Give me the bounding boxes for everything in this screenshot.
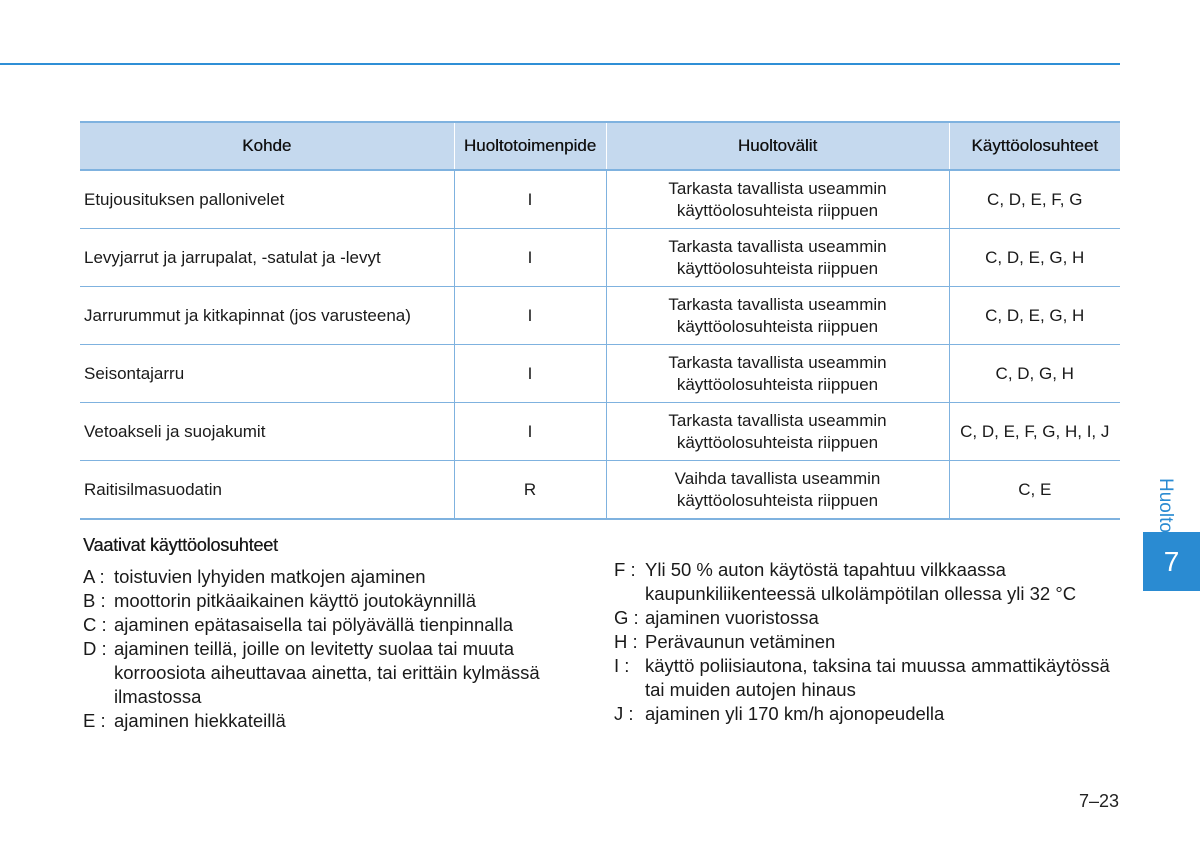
cell-action: I [454, 287, 606, 345]
condition-text: ajaminen yli 170 km/h ajonopeudella [645, 703, 945, 724]
chapter-label: Huolto [1155, 477, 1176, 533]
condition-letter: E : [83, 710, 106, 731]
cell-action: I [454, 229, 606, 287]
interval-line: käyttöolosuhteista riippuen [676, 374, 879, 394]
condition-item [83, 637, 603, 709]
interval-line: käyttöolosuhteista riippuen [676, 258, 879, 278]
cell-item: Levyjarrut ja jarrupalat, -satulat ja -levyt [80, 229, 454, 287]
table-header-row [80, 122, 1120, 170]
condition-letter: G : [614, 607, 639, 628]
table-row [80, 170, 1120, 229]
cell-action: I [454, 345, 606, 403]
chapter-tab: 7 [1143, 532, 1200, 591]
cell-action: I [454, 170, 606, 229]
interval-line: Vaihda tavallista useammin [674, 468, 881, 488]
cell-item: Vetoakseli ja suojakumit [80, 403, 454, 461]
interval-line: käyttöolosuhteista riippuen [676, 490, 879, 510]
condition-text: moottorin pitkäaikainen käyttö joutokäynnillä [114, 590, 476, 611]
cell-item: Seisontajarru [80, 345, 454, 403]
condition-text: ajaminen vuoristossa [645, 607, 819, 628]
cell-item: Raitisilmasuodatin [80, 461, 454, 520]
condition-text: toistuvien lyhyiden matkojen ajaminen [114, 566, 426, 587]
condition-item [614, 606, 1134, 630]
header-kayttoolosuhteet: Käyttöolosuhteet [949, 122, 1120, 170]
condition-text: ajaminen hiekkateillä [114, 710, 286, 731]
conditions-list-right [614, 558, 1134, 726]
cell-item: Etujousituksen pallonivelet [80, 170, 454, 229]
table-row [80, 345, 1120, 403]
condition-letter: H : [614, 631, 638, 652]
interval-line: Tarkasta tavallista useammin [668, 410, 887, 430]
conditions-title: Vaativat käyttöolosuhteet [83, 535, 278, 555]
condition-letter: D : [83, 638, 107, 659]
conditions-list-left [83, 565, 603, 733]
cell-action: R [454, 461, 606, 520]
maintenance-table [80, 121, 1120, 520]
header-huoltovalit: Huoltovälit [606, 122, 949, 170]
condition-text: käyttö poliisiautona, taksina tai muussa ammattikäytössä tai muiden autojen hinaus [645, 655, 1110, 700]
cell-conditions: C, D, E, F, G [949, 170, 1120, 229]
condition-letter: F : [614, 559, 636, 580]
condition-text: Yli 50 % auton käytöstä tapahtuu vilkkaassa kaupunkiliikenteessä ulkolämpötilan ollessa yli 32 °C [645, 559, 1077, 604]
cell-interval [606, 170, 949, 229]
condition-letter: A : [83, 566, 105, 587]
condition-item [83, 709, 603, 733]
interval-line: Tarkasta tavallista useammin [668, 178, 887, 198]
table-row [80, 403, 1120, 461]
table-row [80, 229, 1120, 287]
cell-interval [606, 345, 949, 403]
condition-item [614, 702, 1134, 726]
interval-line: käyttöolosuhteista riippuen [676, 316, 879, 336]
top-rule [0, 63, 1120, 65]
cell-action: I [454, 403, 606, 461]
cell-interval [606, 403, 949, 461]
header-kohde: Kohde [80, 122, 454, 170]
cell-interval [606, 461, 949, 520]
cell-conditions: C, D, E, G, H [949, 287, 1120, 345]
header-huoltotoimenpide: Huoltotoimenpide [454, 122, 606, 170]
cell-conditions: C, D, G, H [949, 345, 1120, 403]
interval-line: Tarkasta tavallista useammin [668, 352, 887, 372]
cell-conditions: C, D, E, F, G, H, I, J [949, 403, 1120, 461]
cell-conditions: C, E [949, 461, 1120, 520]
interval-line: Tarkasta tavallista useammin [668, 236, 887, 256]
interval-line: käyttöolosuhteista riippuen [676, 200, 879, 220]
table-row [80, 287, 1120, 345]
interval-line: Tarkasta tavallista useammin [668, 294, 887, 314]
condition-text: ajaminen teillä, joille on levitetty suolaa tai muuta korroosiota aiheuttavaa ainetta, tai erittäin kylmässä ilmastossa [114, 638, 540, 707]
condition-item [614, 654, 1134, 702]
condition-item [614, 630, 1134, 654]
interval-line: käyttöolosuhteista riippuen [676, 432, 879, 452]
condition-item [83, 613, 603, 637]
cell-conditions: C, D, E, G, H [949, 229, 1120, 287]
condition-item [614, 558, 1134, 606]
table-row [80, 461, 1120, 520]
page-number: 7–23 [1079, 791, 1120, 811]
condition-letter: I : [614, 655, 630, 676]
cell-item: Jarrurummut ja kitkapinnat (jos varusteena) [80, 287, 454, 345]
condition-item [83, 565, 603, 589]
condition-item [83, 589, 603, 613]
cell-interval [606, 287, 949, 345]
condition-text: Perävaunun vetäminen [645, 631, 836, 652]
condition-letter: B : [83, 590, 106, 611]
condition-letter: C : [83, 614, 107, 635]
condition-letter: J : [614, 703, 634, 724]
cell-interval [606, 229, 949, 287]
condition-text: ajaminen epätasaisella tai pölyävällä tienpinnalla [114, 614, 514, 635]
